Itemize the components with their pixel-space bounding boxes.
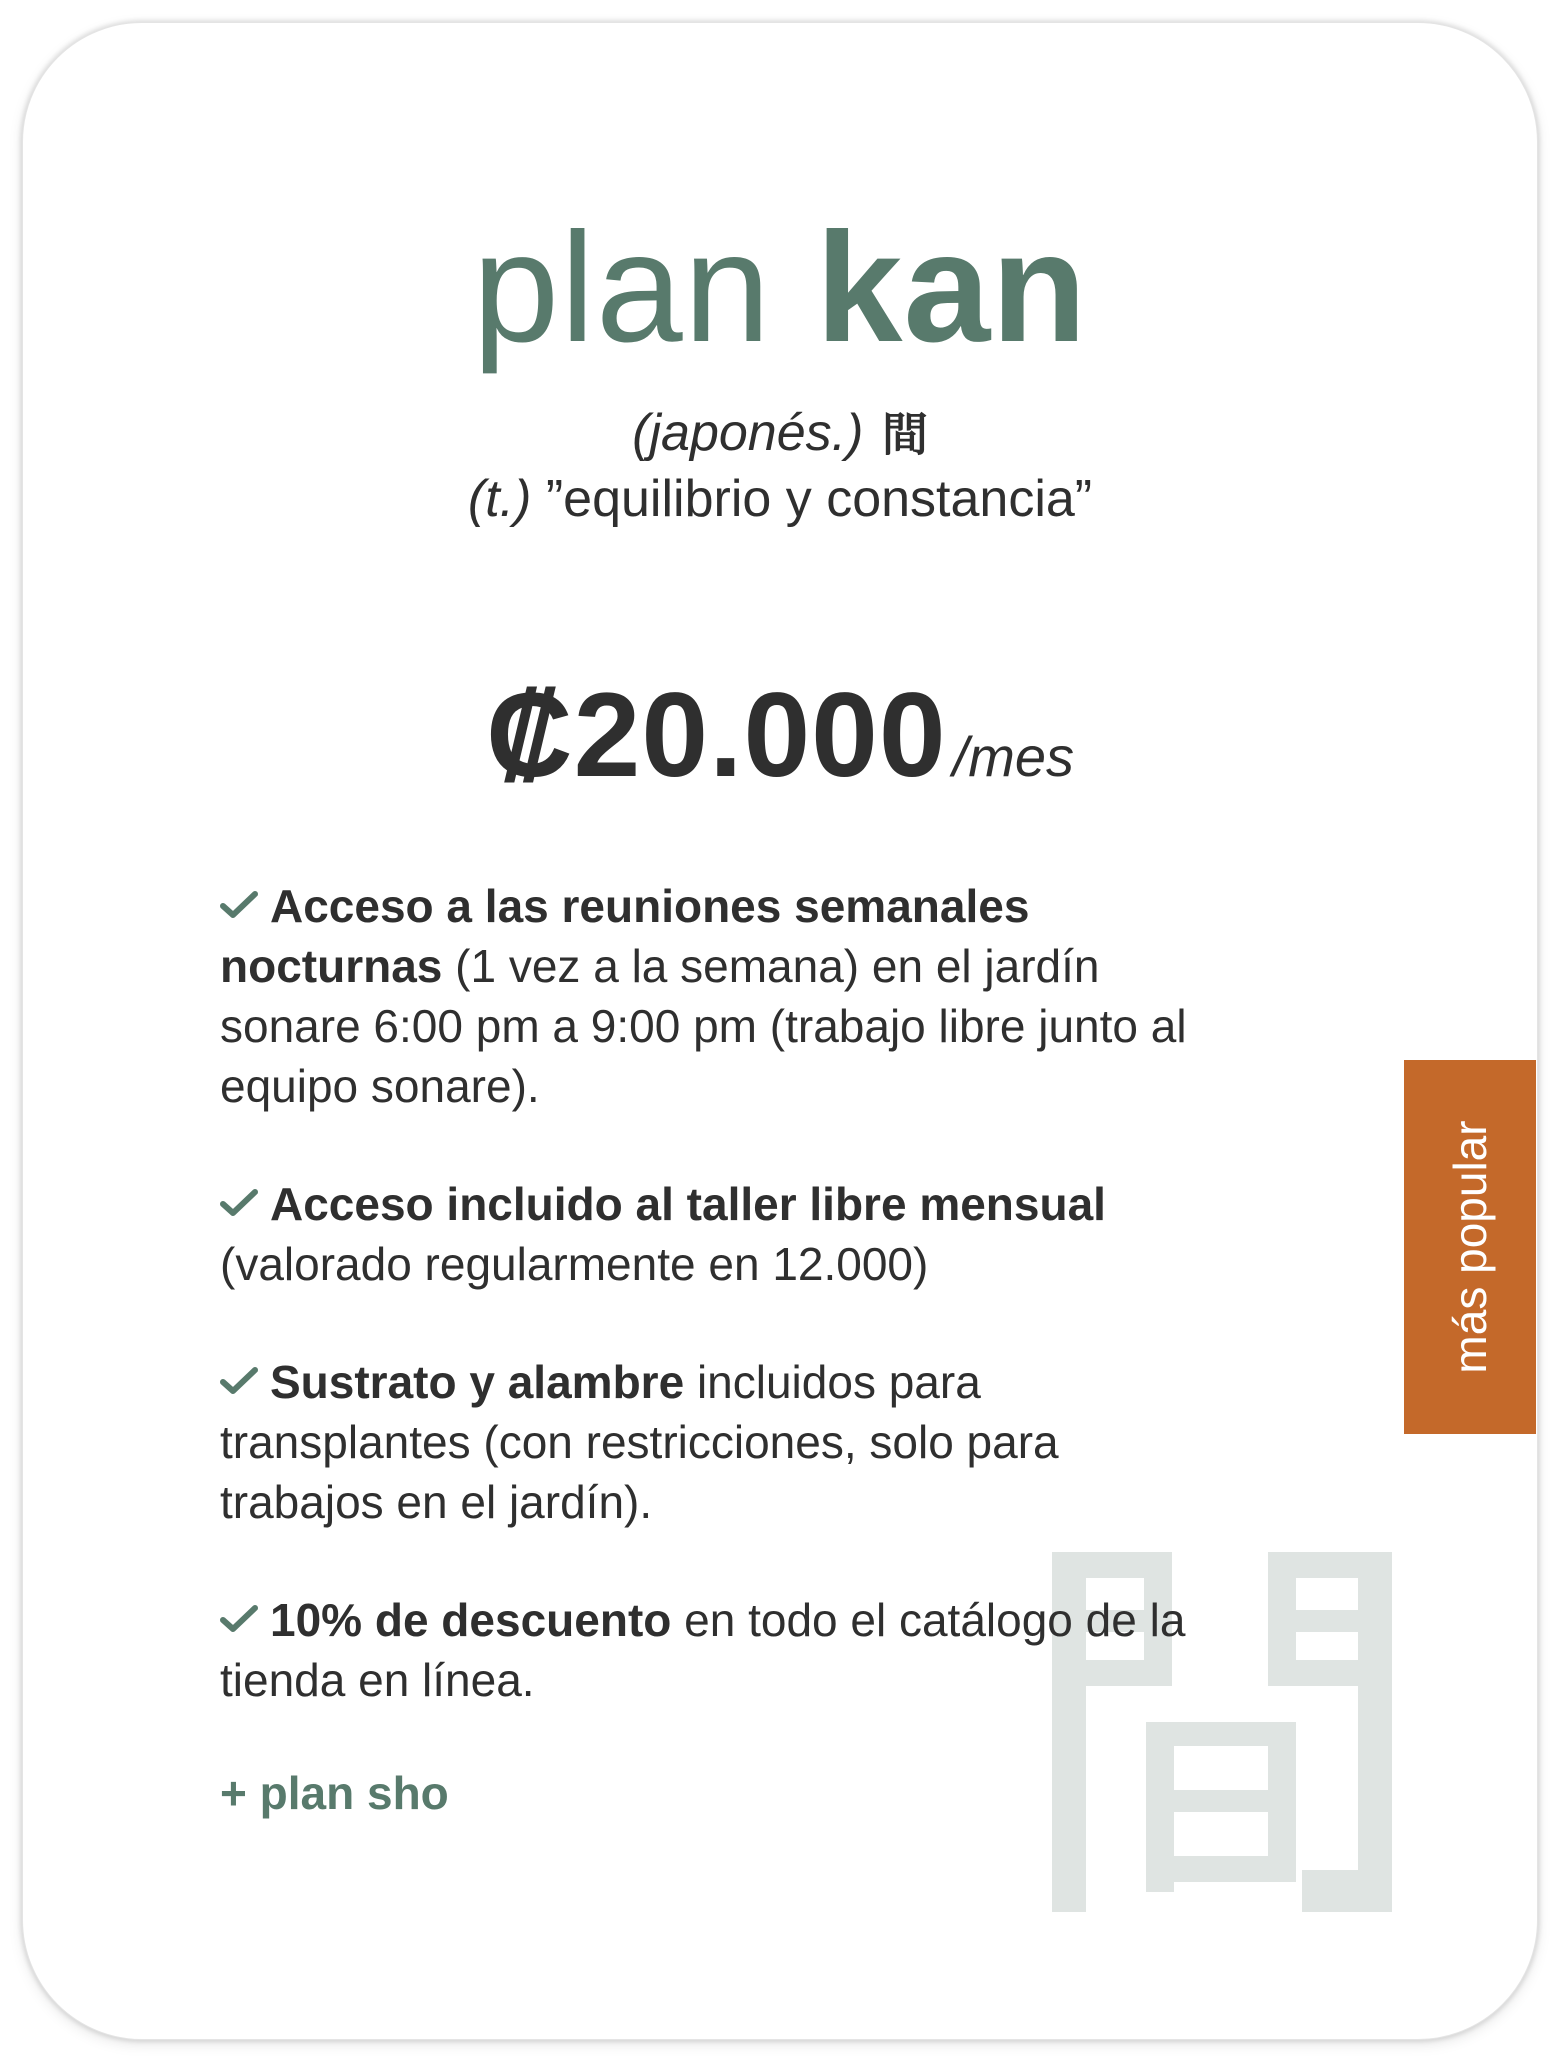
- feature-text: en todo el catálogo de la tienda en línea.: [220, 1594, 1186, 1706]
- price-period: /mes: [952, 725, 1075, 788]
- feature-item: [220, 876, 1220, 1116]
- plan-origin-line: [0, 400, 1560, 466]
- popular-badge-label: más popular: [1444, 1120, 1496, 1374]
- plan-meaning: ”equilibrio y constancia”: [545, 470, 1093, 528]
- feature-bold: Sustrato y alambre: [270, 1356, 685, 1408]
- plan-price: [0, 666, 1560, 804]
- feature-item: [220, 1590, 1220, 1710]
- feature-text: (valorado regularmente en 12.000): [220, 1238, 929, 1290]
- feature-text: incluidos para transplantes (con restricciones, solo para trabajos en el jardín).: [220, 1356, 1059, 1528]
- plan-title: [0, 201, 1560, 375]
- feature-item: [220, 1352, 1220, 1532]
- check-icon: [220, 1604, 258, 1634]
- plan-title-prefix: plan: [472, 201, 772, 375]
- feature-bold: Acceso incluido al taller libre mensual: [270, 1178, 1106, 1230]
- feature-bold: 10% de descuento: [270, 1594, 672, 1646]
- check-icon: [220, 1188, 258, 1218]
- extra-plan-link[interactable]: + plan sho: [220, 1767, 449, 1819]
- popular-badge: [1404, 1060, 1536, 1434]
- plan-origin: (japonés.): [632, 404, 864, 462]
- kanji-ma-char: 間: [881, 408, 928, 456]
- check-icon: [220, 1366, 258, 1396]
- plan-meaning-line: [0, 466, 1560, 532]
- plan-part-of-speech: (t.): [467, 470, 532, 528]
- price-amount: ₡20.000: [485, 668, 947, 802]
- check-icon: [220, 890, 258, 920]
- feature-text: (1 vez a la semana) en el jardín sonare 6:00 pm a 9:00 pm (trabajo libre junto al equipo sonare).: [220, 940, 1187, 1112]
- kanji-ma-icon: [882, 408, 928, 456]
- feature-bold: Acceso a las reuniones semanales nocturnas: [220, 880, 1030, 992]
- plan-title-name: kan: [815, 201, 1088, 375]
- feature-item: [220, 1174, 1220, 1294]
- plan-definition: [0, 400, 1560, 532]
- feature-list: [220, 876, 1220, 1710]
